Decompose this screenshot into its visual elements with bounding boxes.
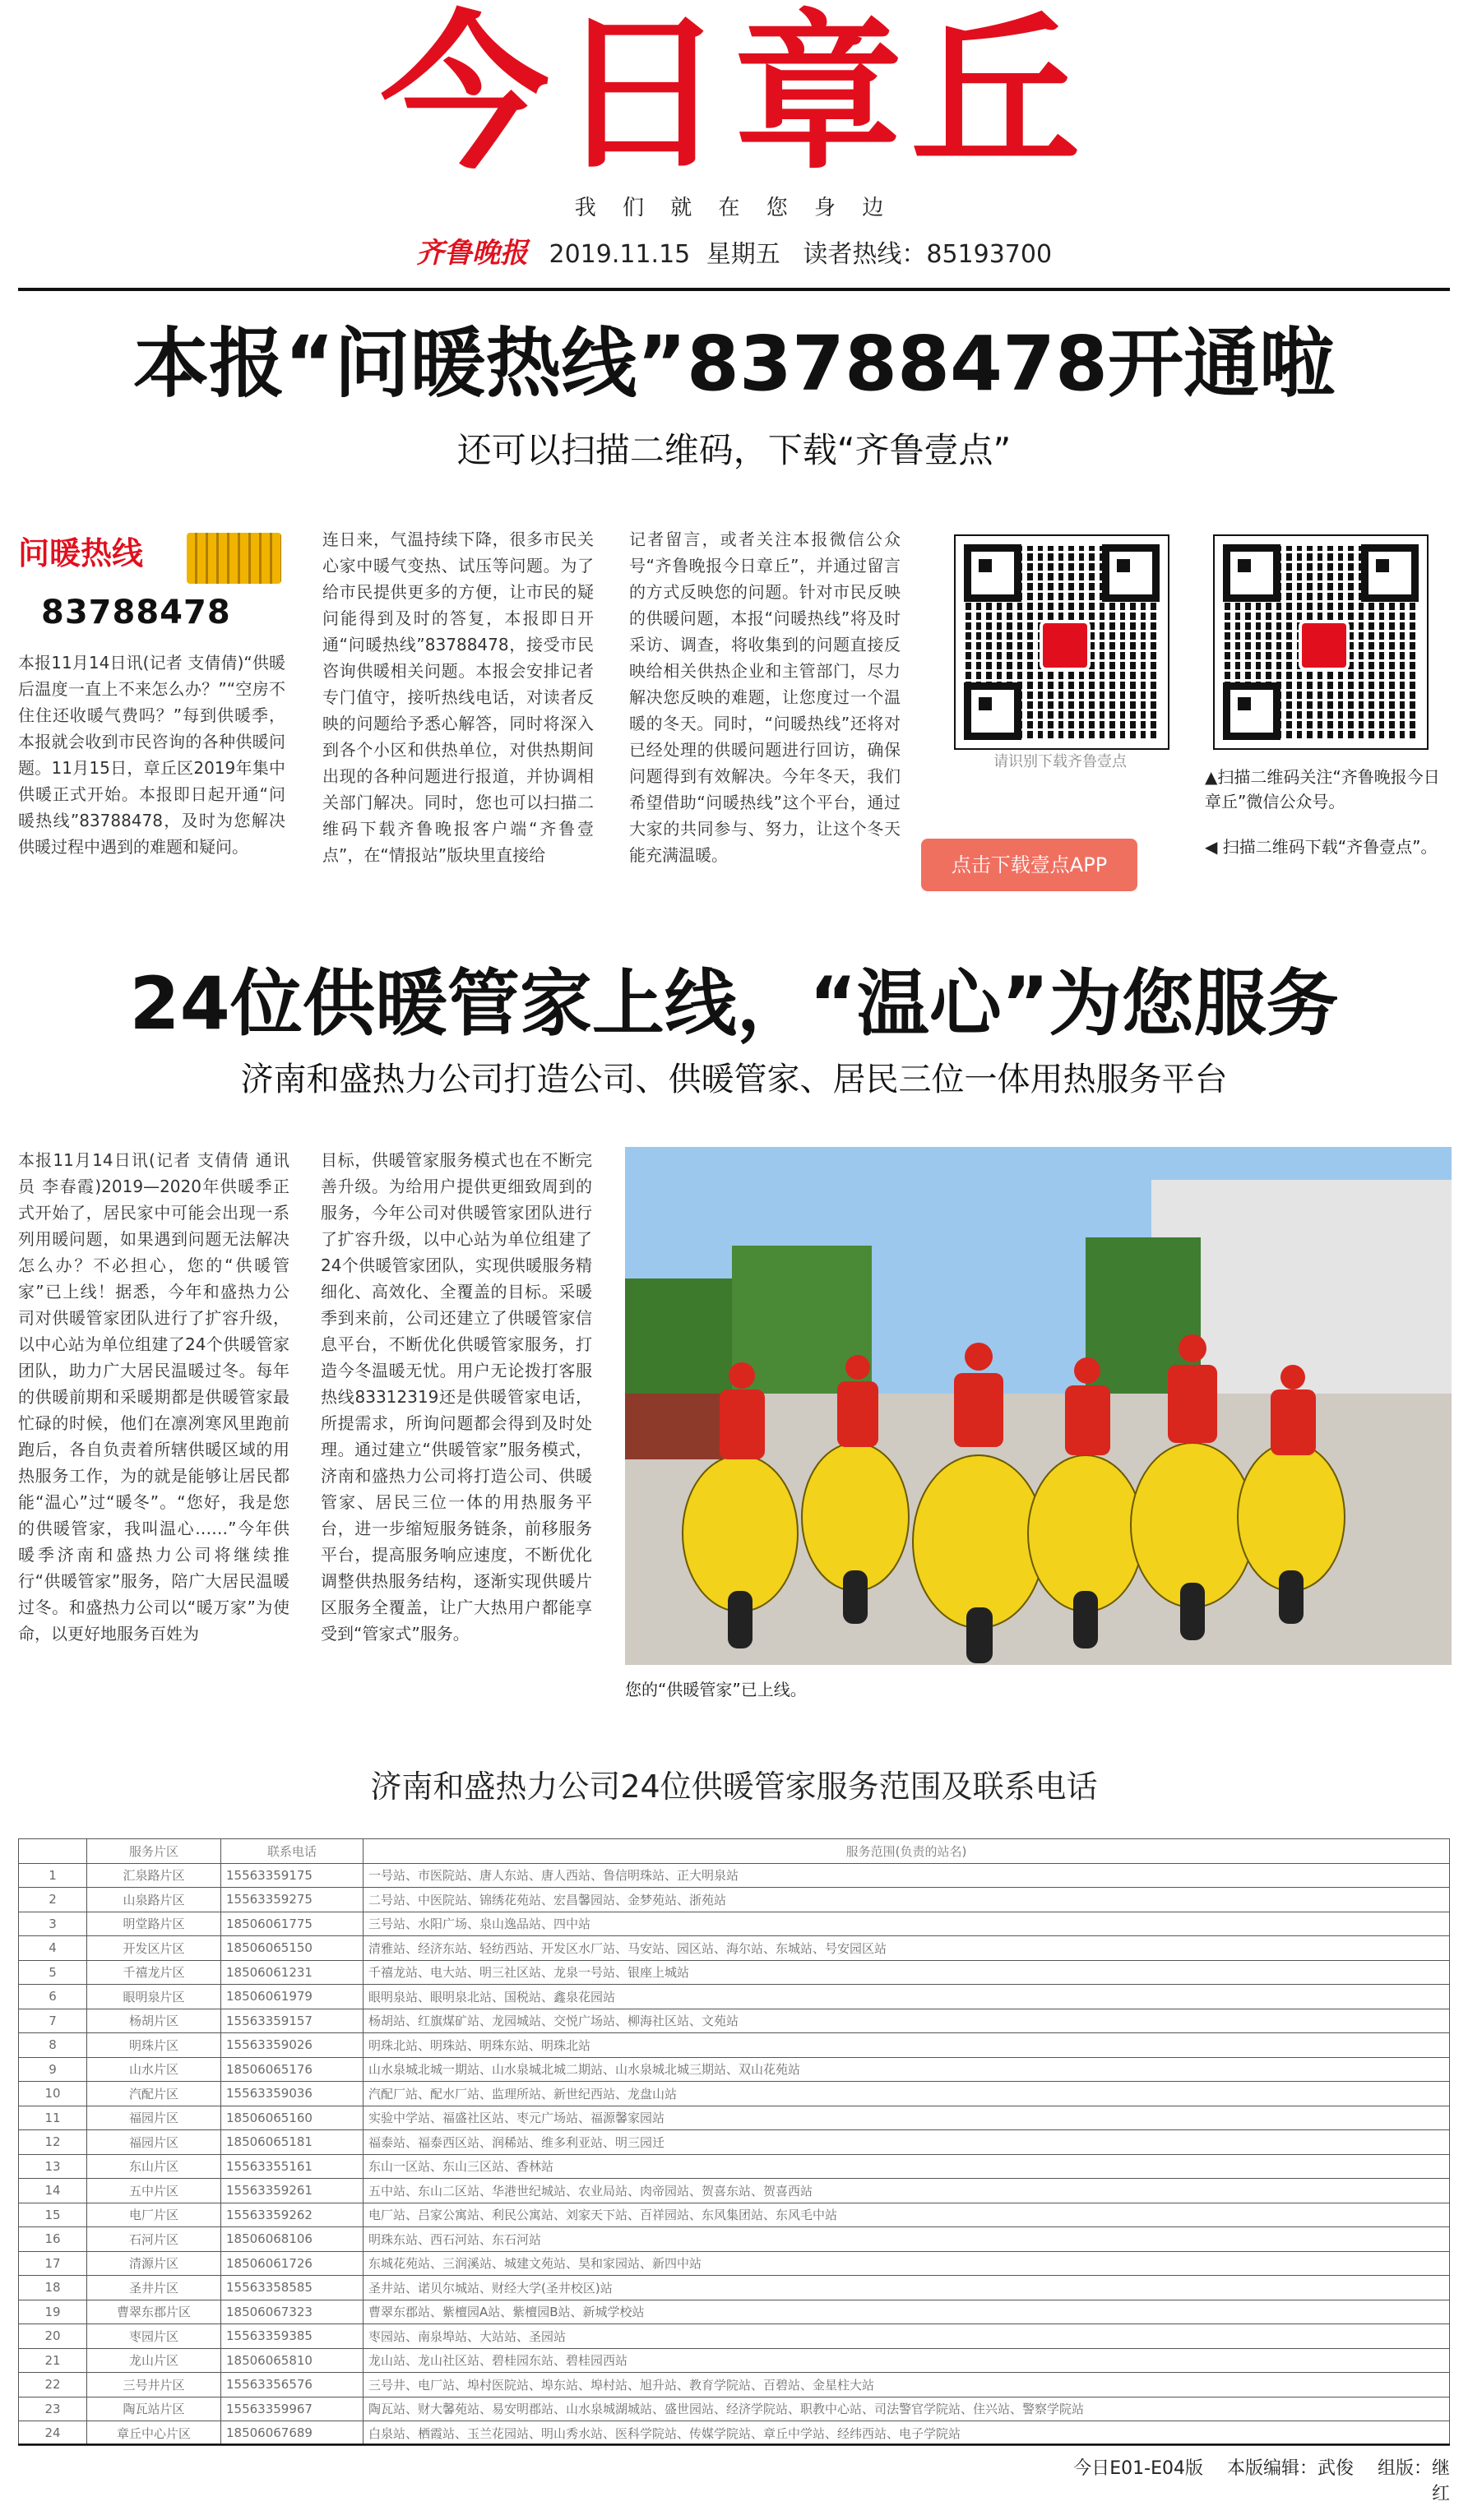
row-district: 福园片区 <box>87 2130 221 2155</box>
table-row <box>19 2033 1450 2058</box>
photo-caption: 您的“供暖管家”已上线。 <box>625 1680 807 1699</box>
row-district: 章丘中心片区 <box>87 2421 221 2446</box>
row-scope: 汽配厂站、配水厂站、监理所站、新世纪西站、龙盘山站 <box>364 2082 1450 2106</box>
row-scope: 五中站、东山二区站、华港世纪城站、农业局站、肉帝园站、贺喜东站、贺喜西站 <box>364 2179 1450 2203</box>
row-scope: 福泰站、福泰西区站、润稀站、维多利亚站、明三园迁 <box>364 2130 1450 2155</box>
row-district: 开发区片区 <box>87 1936 221 1961</box>
row-phone: 18506067323 <box>221 2300 364 2324</box>
row-scope: 龙山站、龙山社区站、碧桂园东站、碧桂园西站 <box>364 2348 1450 2373</box>
row-phone: 18506061231 <box>221 1960 364 1985</box>
qr-code-wechat[interactable] <box>1213 534 1429 750</box>
table-header-row <box>19 1839 1450 1864</box>
photo-illustration <box>625 1147 1452 1665</box>
row-index: 2 <box>19 1888 87 1912</box>
hotline-logo <box>18 526 285 641</box>
row-index: 11 <box>19 2106 87 2130</box>
table-row <box>19 2251 1450 2276</box>
row-scope: 一号站、市医院站、唐人东站、唐人西站、鲁信明珠站、正大明泉站 <box>364 1863 1450 1888</box>
row-district: 汇泉路片区 <box>87 1863 221 1888</box>
heating-steward-table <box>18 1838 1450 2446</box>
table-row <box>19 2203 1450 2227</box>
table-row <box>19 1960 1450 1985</box>
row-index: 13 <box>19 2154 87 2179</box>
row-index: 10 <box>19 2082 87 2106</box>
table-row <box>19 2057 1450 2082</box>
story1-column-2: 连日来，气温持续下降，很多市民关心家中暖气变热、试压等问题。为了给市民提供更多的方便，让市民的疑问能得到及时的答复，本报即日开通“问暖热线”83788478，接受市民咨询供暖相关问题。本报会安排记者专门值守，接听热线电话，对读者反映的问题给予悉心解答，同时将深入到各个小区和供热单位，对供热期间出现的各种问题进行报道，并协调相关部门解决。同时，您也可以扫描二维码下载齐鲁晚报客户端“齐鲁壹点”，在“情报站”版块里直接给 <box>322 529 594 865</box>
row-scope: 曹翠东郡站、紫檀园A站、紫檀园B站、新城学校站 <box>364 2300 1450 2324</box>
row-scope: 杨胡站、红旗煤矿站、龙园城站、交悦广场站、柳海社区站、文苑站 <box>364 2009 1450 2033</box>
row-scope: 陶瓦站、财大馨苑站、易安明郡站、山水泉城湖城站、盛世园站、经济学院站、职教中心站、司法警官学院站、住兴站、警察学院站 <box>364 2397 1450 2421</box>
row-scope: 东城花苑站、三润溪站、城建文苑站、昊和家园站、新四中站 <box>364 2251 1450 2276</box>
footer-editor: 本版编辑：武俊 <box>1226 2458 1354 2479</box>
row-phone: 15563359026 <box>221 2033 364 2058</box>
row-index: 21 <box>19 2348 87 2373</box>
page-footer <box>1069 2454 1450 2505</box>
footer-layout: 组版：继红 <box>1377 2458 1450 2504</box>
row-district: 陶瓦站片区 <box>87 2397 221 2421</box>
row-phone: 18506065181 <box>221 2130 364 2155</box>
story1-column-1: 本报11月14日讯(记者 支倩倩)“供暖后温度一直上不来怎么办？”“空房不住住还收暖气费吗？”每到供暖季，本报就会收到市民咨询的各种供暖问题。11月15日，章丘区2019年集中供暖正式开始。本报即日起开通“问暖热线”83788478，及时为您解决供暖过程中遇到的难题和疑问。 <box>18 653 285 857</box>
row-district: 杨胡片区 <box>87 2009 221 2033</box>
story2-column-1: 本报11月14日讯(记者 支倩倩 通讯员 李春霞)2019—2020年供暖季正式开始了，居民家中可能会出现一系列用暖问题，如果遇到问题无法解决怎么办？不必担心，您的“供暖管家”已上线！据悉，今年和盛热力公司对供暖管家团队进行了扩容升级，以中心站为单位组建了24个供暖管家团队，助力广大居民温暖过冬。每年的供暖前期和采暖期都是供暖管家最忙碌的时候，他们在凛冽寒风里跑前跑后，各自负责着所辖供暖区域的用热服务工作，为的就是能够让居民都能“温心”过“暖冬”。“您好，我是您的供暖管家，我叫温心……”今年供暖季济南和盛热力公司将继续推行“供暖管家”服务，陪广大居民温暖过冬。和盛热力公司以“暖万家”为使命，以更好地服务百姓为 <box>18 1150 289 1644</box>
row-index: 18 <box>19 2276 87 2300</box>
row-phone: 18506061726 <box>221 2251 364 2276</box>
newspaper-brand: 齐鲁晚报 <box>415 237 528 270</box>
row-index: 23 <box>19 2397 87 2421</box>
row-phone: 18506065810 <box>221 2348 364 2373</box>
row-district: 山泉路片区 <box>87 1888 221 1912</box>
row-scope: 千禧龙站、电大站、明三社区站、龙泉一号站、银座上城站 <box>364 1960 1450 1985</box>
row-index: 6 <box>19 1985 87 2009</box>
row-scope: 山水泉城北城一期站、山水泉城北城二期站、山水泉城北城三期站、双山花苑站 <box>364 2057 1450 2082</box>
row-district: 眼明泉片区 <box>87 1985 221 2009</box>
row-phone: 18506065176 <box>221 2057 364 2082</box>
row-district: 三号井片区 <box>87 2373 221 2397</box>
row-index: 1 <box>19 1863 87 1888</box>
row-scope: 东山一区站、东山三区站、香林站 <box>364 2154 1450 2179</box>
row-district: 石河片区 <box>87 2227 221 2252</box>
row-phone: 15563356576 <box>221 2373 364 2397</box>
table-row <box>19 1985 1450 2009</box>
header-index <box>19 1839 87 1864</box>
masthead-rule <box>18 288 1450 291</box>
table-row <box>19 1936 1450 1961</box>
row-phone: 18506065150 <box>221 1936 364 1961</box>
heating-stewards-photo <box>625 1147 1452 1665</box>
row-phone: 15563359157 <box>221 2009 364 2033</box>
row-scope: 实验中学站、福盛社区站、枣元广场站、福源馨家园站 <box>364 2106 1450 2130</box>
row-index: 24 <box>19 2421 87 2446</box>
row-scope: 清雅站、经济东站、轻纺西站、开发区水厂站、马安站、园区站、海尔站、东城站、号安园区站 <box>364 1936 1450 1961</box>
qr-code-qilu-app[interactable] <box>954 534 1169 750</box>
issue-date: 2019.11.15 <box>549 240 691 269</box>
row-district: 千禧龙片区 <box>87 1960 221 1985</box>
row-district: 东山片区 <box>87 2154 221 2179</box>
row-scope: 三号井、电厂站、埠村医院站、埠东站、埠村站、旭升站、教育学院站、百碧站、金星柱大站 <box>364 2373 1450 2397</box>
row-district: 电厂片区 <box>87 2203 221 2227</box>
row-scope: 电厂站、吕家公寓站、利民公寓站、刘家天下站、百祥园站、东风集团站、东风毛中站 <box>364 2203 1450 2227</box>
row-phone: 18506065160 <box>221 2106 364 2130</box>
row-district: 清源片区 <box>87 2251 221 2276</box>
masthead-slogan: 我 们 就 在 您 身 边 <box>574 196 894 220</box>
row-district: 枣园片区 <box>87 2324 221 2349</box>
row-index: 8 <box>19 2033 87 2058</box>
table-row <box>19 2276 1450 2300</box>
header-scope: 服务范围(负责的站名) <box>364 1839 1450 1864</box>
download-app-button[interactable]: 点击下载壹点APP <box>921 839 1137 891</box>
row-index: 9 <box>19 2057 87 2082</box>
row-phone: 15563358585 <box>221 2276 364 2300</box>
row-district: 山水片区 <box>87 2057 221 2082</box>
story1-headline: 本报“问暖热线”83788478开通啦 <box>132 320 1336 408</box>
table-row <box>19 2348 1450 2373</box>
row-district: 明珠片区 <box>87 2033 221 2058</box>
issue-weekday: 星期五 <box>706 240 780 269</box>
story2-subhead: 济南和盛热力公司打造公司、供暖管家、居民三位一体用热服务平台 <box>240 1061 1228 1098</box>
row-scope: 白泉站、栖霞站、玉兰花园站、明山秀水站、医科学院站、传媒学院站、章丘中学站、经纬西站、电子学院站 <box>364 2421 1450 2446</box>
table-row <box>19 2106 1450 2130</box>
table-row <box>19 2300 1450 2324</box>
row-phone: 15563359275 <box>221 1888 364 1912</box>
row-phone: 18506061775 <box>221 1912 364 1936</box>
table-row <box>19 2130 1450 2155</box>
row-phone: 18506061979 <box>221 1985 364 2009</box>
table-row <box>19 2082 1450 2106</box>
table-row <box>19 2373 1450 2397</box>
row-scope: 眼明泉站、眼明泉北站、国税站、鑫泉花园站 <box>364 1985 1450 2009</box>
row-district: 曹翠东郡片区 <box>87 2300 221 2324</box>
row-phone: 18506068106 <box>221 2227 364 2252</box>
row-index: 12 <box>19 2130 87 2155</box>
table-row <box>19 2227 1450 2252</box>
hotline-number: 83788478 <box>41 594 231 631</box>
story1-subhead: 还可以扫描二维码，下载“齐鲁壹点” <box>456 430 1012 470</box>
row-index: 19 <box>19 2300 87 2324</box>
table-row <box>19 1863 1450 1888</box>
table-row <box>19 2397 1450 2421</box>
row-index: 4 <box>19 1936 87 1961</box>
row-index: 3 <box>19 1912 87 1936</box>
dateline <box>0 230 1468 270</box>
header-district: 服务片区 <box>87 1839 221 1864</box>
table-row <box>19 1912 1450 1936</box>
qr1-caption: 请识别下载齐鲁壹点 <box>993 753 1127 770</box>
row-district: 五中片区 <box>87 2179 221 2203</box>
footer-rule <box>18 2444 1450 2445</box>
table-row <box>19 2179 1450 2203</box>
row-scope: 明珠北站、明珠站、明珠东站、明珠北站 <box>364 2033 1450 2058</box>
row-district: 福园片区 <box>87 2106 221 2130</box>
row-scope: 圣井站、诺贝尔城站、财经大学(圣井校区)站 <box>364 2276 1450 2300</box>
row-index: 17 <box>19 2251 87 2276</box>
row-scope: 三号站、水阳广场、泉山逸品站、四中站 <box>364 1912 1450 1936</box>
row-index: 14 <box>19 2179 87 2203</box>
row-phone: 15563359036 <box>221 2082 364 2106</box>
row-scope: 明珠东站、西石河站、东石河站 <box>364 2227 1450 2252</box>
row-index: 16 <box>19 2227 87 2252</box>
row-scope: 二号站、中医院站、锦绣花苑站、宏昌馨园站、金梦苑站、浙苑站 <box>364 1888 1450 1912</box>
row-phone: 15563359262 <box>221 2203 364 2227</box>
qr2-caption-1: ▲扫描二维码关注“齐鲁晚报今日章丘”微信公众号。 <box>1205 767 1440 811</box>
table-row <box>19 2154 1450 2179</box>
row-phone: 15563359175 <box>221 1863 364 1888</box>
row-phone: 18506067689 <box>221 2421 364 2446</box>
story2-column-2: 目标，供暖管家服务模式也在不断完善升级。为给用户提供更细致周到的服务，今年公司对供暖管家团队进行了扩容升级，以中心站为单位组建了24个供暖管家团队，实现供暖服务精细化、高效化、全覆盖的目标。采暖季到来前，公司还建立了供暖管家信息平台，不断优化供暖管家服务，打造今冬温暖无忧。用户无论拨打客服热线83312319还是供暖管家电话，所提需求，所询问题都会得到及时处理。通过建立“供暖管家”服务模式，济南和盛热力公司将打造公司、供暖管家、居民三位一体的用热服务平台，进一步缩短服务链条，前移服务平台，提高服务响应速度，不断优化调整供热服务结构，逐渐实现供暖片区服务全覆盖，让广大热用户都能享受到“管家式”服务。 <box>321 1150 592 1644</box>
qilu-logo-icon <box>1299 620 1350 671</box>
table-row <box>19 2324 1450 2349</box>
row-district: 龙山片区 <box>87 2348 221 2373</box>
table-row <box>19 1888 1450 1912</box>
row-index: 15 <box>19 2203 87 2227</box>
qilu-logo-icon <box>1040 620 1091 671</box>
hotline-label: 问暖热线 <box>18 535 144 571</box>
story2-headline: 24位供暖管家上线，“温心”为您服务 <box>129 961 1339 1046</box>
footer-pages: 今日E01-E04版 <box>1073 2458 1203 2479</box>
row-district: 明堂路片区 <box>87 1912 221 1936</box>
story1-column-3: 记者留言，或者关注本报微信公众号“齐鲁晚报今日章丘”，并通过留言的方式反映您的问题。针对市民反映的供暖问题，本报“问暖热线”将及时采访、调查，将收集到的问题直接反映给相关供热企业和主管部门，尽力解决您反映的难题，让您度过一个温暖的冬天。同时，“问暖热线”还将对已经处理的供暖问题进行回访，确保问题得到有效解决。今年冬天，我们希望借助“问暖热线”这个平台，通过大家的共同参与、努力，让这个冬天能充满温暖。 <box>629 529 901 865</box>
header-phone: 联系电话 <box>221 1839 364 1864</box>
radiator-icon <box>187 533 281 584</box>
row-phone: 15563359385 <box>221 2324 364 2349</box>
masthead-title: 今日章丘 <box>380 0 1088 192</box>
row-index: 20 <box>19 2324 87 2349</box>
row-phone: 15563355161 <box>221 2154 364 2179</box>
table-row <box>19 2009 1450 2033</box>
row-district: 圣井片区 <box>87 2276 221 2300</box>
row-phone: 15563359967 <box>221 2397 364 2421</box>
row-district: 汽配片区 <box>87 2082 221 2106</box>
table-title: 济南和盛热力公司24位供暖管家服务范围及联系电话 <box>370 1769 1098 1805</box>
row-phone: 15563359261 <box>221 2179 364 2203</box>
row-index: 5 <box>19 1960 87 1985</box>
row-index: 7 <box>19 2009 87 2033</box>
row-scope: 枣园站、南泉埠站、大站站、圣园站 <box>364 2324 1450 2349</box>
table-row <box>19 2421 1450 2446</box>
qr2-caption-2: ◀ 扫描二维码下载“齐鲁壹点”。 <box>1205 837 1438 857</box>
reader-hotline: 读者热线：85193700 <box>803 240 1053 269</box>
row-index: 22 <box>19 2373 87 2397</box>
